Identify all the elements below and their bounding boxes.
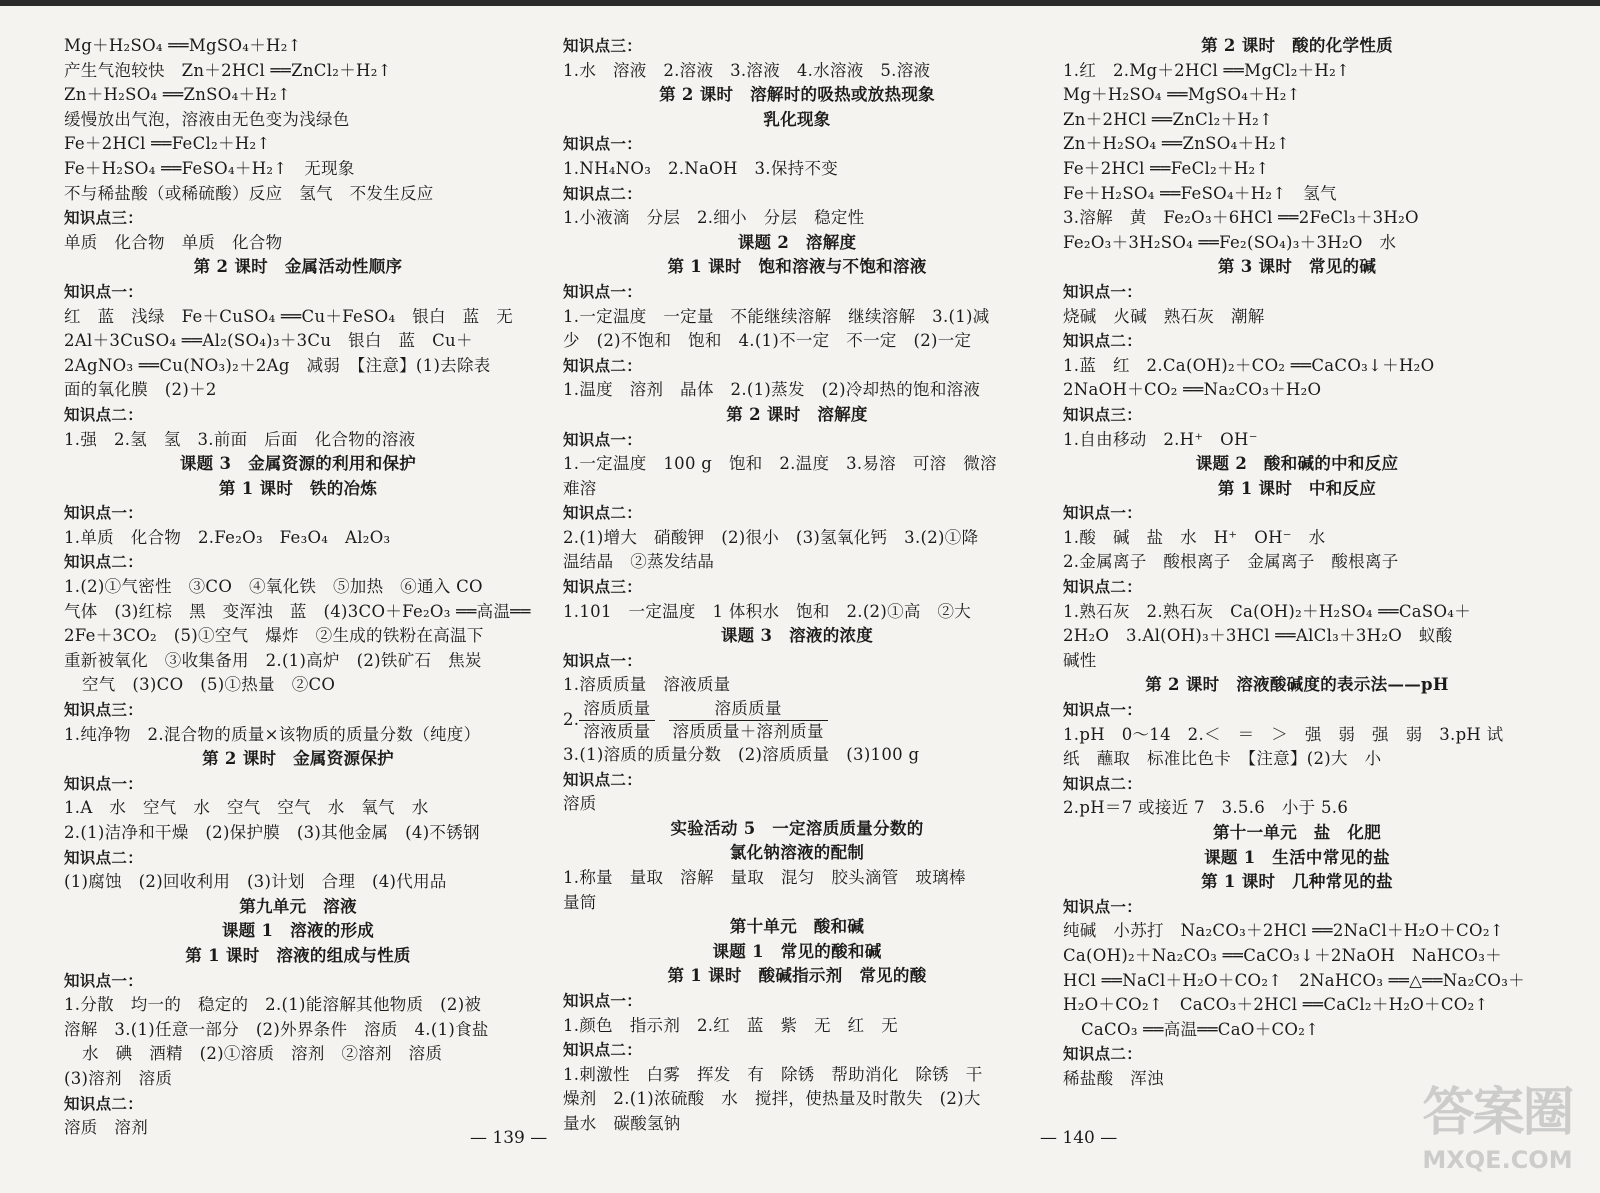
answer-line: 量筒	[563, 892, 597, 912]
section-heading: 第十单元 酸和碱	[729, 917, 865, 937]
answer-line: 1.红 2.Mg＋2HCl ══MgCl₂＋H₂↑	[1063, 60, 1351, 80]
section-heading: 第十一单元 盐 化肥	[1213, 823, 1381, 842]
answer-line: 温结晶 ②蒸发结晶	[563, 552, 715, 572]
knowledge-point-label: 知识点一：	[64, 282, 144, 301]
answer-line: 1.分散 均一的 稳定的 2.(1)能溶解其他物质 (2)被	[64, 995, 482, 1015]
answer-line: 2AgNO₃ ══Cu(NO₃)₂＋2Ag 减弱 【注意】(1)去除表	[64, 355, 491, 375]
answer-line: 产生气泡较快 Zn＋2HCl ══ZnCl₂＋H₂↑	[64, 60, 392, 80]
knowledge-point-label: 知识点二：	[1063, 578, 1143, 597]
knowledge-point-label: 知识点一：	[1063, 504, 1143, 523]
answer-line: 1.纯净物 2.混合物的质量×该物质的质量分数（纯度）	[64, 724, 481, 744]
section-heading: 课题 3 溶液的浓度	[720, 626, 874, 646]
section-heading: 第 1 课时 几种常见的盐	[1201, 872, 1393, 892]
knowledge-point-label: 知识点一：	[64, 504, 144, 523]
section-heading: 课题 1 常见的酸和碱	[712, 941, 882, 961]
knowledge-point-label: 知识点一：	[1063, 897, 1143, 916]
fraction	[669, 698, 828, 743]
answer-line: 少 (2)不饱和 饱和 4.(1)不一定 不一定 (2)一定	[563, 331, 972, 351]
section-heading: 第 1 课时 中和反应	[1217, 478, 1377, 498]
answer-line: H₂O＋CO₂↑ CaCO₃＋2HCl ══CaCl₂＋H₂O＋CO₂↑	[1063, 995, 1489, 1015]
fraction-line	[563, 698, 1031, 743]
answer-line: HCl ══NaCl＋H₂O＋CO₂↑ 2NaHCO₃ ══△══Na₂CO₃＋	[1063, 970, 1525, 990]
answer-line: Fe＋H₂SO₄ ══FeSO₄＋H₂↑ 氢气	[1063, 183, 1337, 203]
answer-line: 2Al＋3CuSO₄ ══Al₂(SO₄)₃＋3Cu 银白 蓝 Cu＋	[64, 331, 473, 351]
answer-line: 1.刺激性 白雾 挥发 有 除锈 帮助消化 除锈 干	[563, 1064, 983, 1084]
answer-line: 3.溶解 黄 Fe₂O₃＋6HCl ══2FeCl₃＋3H₂O	[1063, 208, 1419, 228]
section-heading: 第 2 课时 溶解度	[726, 404, 868, 424]
knowledge-point-label: 知识点二：	[563, 770, 643, 789]
answer-line: 1.称量 量取 溶解 量取 混匀 胶头滴管 玻璃棒	[563, 868, 966, 887]
section-heading: 课题 1 生活中常见的盐	[1204, 847, 1390, 867]
knowledge-point-label: 知识点二：	[563, 184, 643, 203]
knowledge-point-label: 知识点二：	[1063, 332, 1143, 351]
knowledge-point-label: 知识点二：	[563, 1041, 643, 1060]
fraction-numerator: 溶质质量	[579, 698, 654, 721]
knowledge-point-label: 知识点二：	[1063, 1045, 1143, 1064]
answer-line: (1)腐蚀 (2)回收利用 (3)计划 合理 (4)代用品	[64, 872, 447, 892]
knowledge-point-label: 知识点一：	[1063, 282, 1143, 301]
answer-line: 燥剂 2.(1)浓硫酸 水 搅拌，使热量及时散失 (2)大	[563, 1089, 981, 1109]
answer-line: 3.(1)溶质的质量分数 (2)溶质质量 (3)100 g	[563, 745, 920, 765]
knowledge-point-label: 知识点一：	[64, 774, 144, 793]
answer-line: 1.强 2.氢 氢 3.前面 后面 化合物的溶液	[64, 429, 416, 449]
answer-line: 1.pH 0～14 2.＜ ＝ ＞ 强 弱 强 弱 3.pH 试	[1063, 724, 1504, 744]
knowledge-point-label: 知识点三：	[563, 578, 643, 597]
fraction	[579, 698, 654, 743]
answer-line: 1.(2)①气密性 ③CO ④氧化铁 ⑤加热 ⑥通入 CO	[64, 577, 483, 597]
answer-number: 2.	[563, 710, 580, 730]
section-heading: 第 2 课时 溶解时的吸热或放热现象	[659, 85, 935, 105]
answer-line: Fe＋H₂SO₄ ══FeSO₄＋H₂↑ 无现象	[64, 158, 355, 178]
knowledge-point-label: 知识点一：	[563, 135, 643, 154]
answer-line: 气体 (3)红棕 黑 变浑浊 蓝 (4)3CO＋Fe₂O₃ ══高温══	[64, 601, 531, 621]
answer-column-left	[64, 34, 532, 1141]
knowledge-point-label: 知识点一：	[64, 971, 144, 990]
knowledge-point-label: 知识点一：	[563, 430, 643, 449]
watermark-title: 答案圈	[1422, 1083, 1573, 1143]
answer-line: 2.pH＝7 或接近 7 3.5.6 小于 5.6	[1063, 798, 1349, 818]
knowledge-point-label: 知识点一：	[1063, 701, 1143, 720]
answer-line: 1.温度 溶剂 晶体 2.(1)蒸发 (2)冷却热的饱和溶液	[563, 380, 981, 400]
answer-line: 1.水 溶液 2.溶液 3.溶液 4.水溶液 5.溶液	[563, 60, 931, 80]
section-heading: 第 2 课时 金属活动性顺序	[193, 257, 403, 277]
watermark-logo	[1405, 1082, 1590, 1187]
fraction-denominator: 溶质质量＋溶剂质量	[672, 722, 824, 742]
knowledge-point-label: 知识点二：	[64, 405, 144, 424]
knowledge-point-label: 知识点一：	[563, 282, 643, 301]
answer-line: 不与稀盐酸（或稀硫酸）反应 氢气 不发生反应	[64, 183, 434, 203]
section-heading: 课题 2 酸和碱的中和反应	[1195, 454, 1399, 474]
answer-line: 2.(1)洁净和干燥 (2)保护膜 (3)其他金属 (4)不锈钢	[64, 823, 480, 842]
answer-line: 1.A 水 空气 水 空气 空气 水 氧气 水	[64, 798, 429, 818]
answer-line: Mg＋H₂SO₄ ══MgSO₄＋H₂↑	[1063, 85, 1301, 105]
answer-line: 1.蓝 红 2.Ca(OH)₂＋CO₂ ══CaCO₃↓＋H₂O	[1063, 355, 1435, 375]
page-number-139: — 139 —	[470, 1128, 548, 1148]
knowledge-point-label: 知识点一：	[563, 991, 643, 1010]
answer-line: 溶质	[563, 794, 597, 814]
knowledge-point-label: 知识点三：	[563, 37, 643, 55]
answer-line: 空气 (3)CO (5)①热量 ②CO	[82, 675, 336, 695]
fraction-numerator: 溶质质量	[669, 698, 828, 721]
section-heading: 乳化现象	[763, 109, 831, 129]
answer-line: Zn＋2HCl ══ZnCl₂＋H₂↑	[1063, 109, 1274, 129]
answer-line: Fe₂O₃＋3H₂SO₄ ══Fe₂(SO₄)₃＋3H₂O 水	[1063, 232, 1397, 252]
answer-line: 2Fe＋3CO₂ (5)①空气 爆炸 ②生成的铁粉在高温下	[64, 626, 484, 646]
answer-line: 2H₂O 3.Al(OH)₃＋3HCl ══AlCl₃＋3H₂O 蚁酸	[1063, 626, 1453, 646]
knowledge-point-label: 知识点二：	[563, 356, 643, 375]
answer-line: 纸 蘸取 标准比色卡 【注意】(2)大 小	[1063, 749, 1382, 769]
answer-line: 水 碘 酒精 (2)①溶质 溶剂 ②溶剂 溶质	[82, 1044, 443, 1064]
section-heading: 第 1 课时 饱和溶液与不饱和溶液	[667, 257, 927, 277]
knowledge-point-label: 知识点三：	[64, 209, 144, 228]
section-heading: 第 3 课时 常见的碱	[1217, 257, 1377, 277]
section-heading: 第 2 课时 酸的化学性质	[1201, 36, 1393, 55]
answer-line: 单质 化合物 单质 化合物	[64, 232, 283, 252]
answer-line: 溶质 溶剂	[64, 1118, 148, 1138]
section-heading: 氯化钠溶液的配制	[729, 843, 865, 863]
answer-line: 1.一定温度 一定量 不能继续溶解 继续溶解 3.(1)减	[563, 306, 990, 326]
section-heading: 第 1 课时 铁的冶炼	[218, 478, 378, 498]
answer-line: 1.自由移动 2.H⁺ OH⁻	[1063, 429, 1258, 449]
fraction-denominator: 溶液质量	[583, 722, 651, 742]
answer-line: 烧碱 火碱 熟石灰 潮解	[1063, 306, 1265, 326]
answer-line: 2NaOH＋CO₂ ══Na₂CO₃＋H₂O	[1063, 380, 1322, 400]
answer-line: 纯碱 小苏打 Na₂CO₃＋2HCl ══2NaCl＋H₂O＋CO₂↑	[1063, 921, 1504, 941]
answer-line: (3)溶剂 溶质	[64, 1068, 173, 1088]
answer-line: 红 蓝 浅绿 Fe＋CuSO₄ ══Cu＋FeSO₄ 银白 蓝 无	[64, 306, 514, 326]
answer-line: 重新被氧化 ③收集备用 2.(1)高炉 (2)铁矿石 焦炭	[64, 650, 482, 670]
knowledge-point-label: 知识点二：	[64, 848, 144, 867]
answer-line: 碱性	[1063, 650, 1097, 670]
section-heading: 课题 3 金属资源的利用和保护	[179, 454, 417, 474]
section-heading: 课题 1 溶液的形成	[221, 921, 375, 941]
answer-line: 缓慢放出气泡，溶液由无色变为浅绿色	[64, 109, 350, 129]
answer-line: 2.(1)增大 硝酸钾 (2)很小 (3)氢氧化钙 3.(2)①降	[563, 527, 979, 547]
knowledge-point-label: 知识点一：	[563, 651, 643, 670]
knowledge-point-label: 知识点二：	[563, 504, 643, 523]
answer-line: 量水 碳酸氢钠	[563, 1113, 681, 1133]
knowledge-point-label: 知识点二：	[64, 1094, 144, 1113]
answer-line: Fe＋2HCl ══FeCl₂＋H₂↑	[64, 134, 271, 154]
section-heading: 第 1 课时 酸碱指示剂 常见的酸	[667, 966, 927, 986]
answer-line: Mg＋H₂SO₄ ══MgSO₄＋H₂↑	[64, 36, 302, 55]
section-heading: 课题 2 溶解度	[737, 232, 857, 252]
knowledge-point-label: 知识点三：	[64, 701, 144, 720]
answer-line: 1.NH₄NO₃ 2.NaOH 3.保持不变	[563, 158, 839, 178]
answer-line: 1.单质 化合物 2.Fe₂O₃ Fe₃O₄ Al₂O₃	[64, 527, 391, 547]
watermark-url: MXQE.COM	[1422, 1146, 1573, 1174]
answer-line: 面的氧化膜 (2)＋2	[64, 380, 217, 400]
answer-line: Ca(OH)₂＋Na₂CO₃ ══CaCO₃↓＋2NaOH NaHCO₃＋	[1063, 945, 1502, 965]
section-heading: 第 2 课时 溶液酸碱度的表示法——pH	[1145, 675, 1449, 695]
answer-line: 难溶	[563, 478, 597, 498]
answer-line: CaCO₃ ══高温══CaO＋CO₂↑	[1081, 1019, 1320, 1039]
answer-line: 2.金属离子 酸根离子 金属离子 酸根离子	[1063, 552, 1399, 572]
answer-line: 1.酸 碱 盐 水 H⁺ OH⁻ 水	[1063, 527, 1326, 547]
knowledge-point-label: 知识点三：	[1063, 405, 1143, 424]
answer-column-right	[1063, 34, 1531, 1092]
answer-line: Zn＋H₂SO₄ ══ZnSO₄＋H₂↑	[64, 85, 292, 105]
answer-line: 稀盐酸 浑浊	[1063, 1068, 1164, 1088]
answer-line: 1.小液滴 分层 2.细小 分层 稳定性	[563, 208, 865, 228]
answer-column-middle	[563, 34, 1031, 1137]
page-number-140: — 140 —	[1040, 1128, 1118, 1148]
answer-line: 1.颜色 指示剂 2.红 蓝 紫 无 红 无	[563, 1015, 899, 1035]
answer-line: 1.溶质质量 溶液质量	[563, 675, 731, 695]
answer-line: 溶解 3.(1)任意一部分 (2)外界条件 溶质 4.(1)食盐	[64, 1019, 489, 1039]
page-top-edge	[0, 0, 1600, 6]
knowledge-point-label: 知识点二：	[1063, 774, 1143, 793]
section-heading: 第 2 课时 金属资源保护	[202, 749, 394, 769]
knowledge-point-label: 知识点二：	[64, 553, 144, 572]
answer-line: Zn＋H₂SO₄ ══ZnSO₄＋H₂↑	[1063, 134, 1291, 154]
answer-line: 1.101 一定温度 1 体积水 饱和 2.(2)①高 ②大	[563, 601, 972, 621]
section-heading: 第九单元 溶液	[239, 896, 357, 916]
answer-line: Fe＋2HCl ══FeCl₂＋H₂↑	[1063, 158, 1270, 178]
answer-line: 1.熟石灰 2.熟石灰 Ca(OH)₂＋H₂SO₄ ══CaSO₄＋	[1063, 601, 1472, 621]
section-heading: 第 1 课时 溶液的组成与性质	[185, 945, 411, 965]
section-heading: 实验活动 5 一定溶质质量分数的	[670, 818, 924, 838]
answer-line: 1.一定温度 100 g 饱和 2.温度 3.易溶 可溶 微溶	[563, 454, 997, 474]
